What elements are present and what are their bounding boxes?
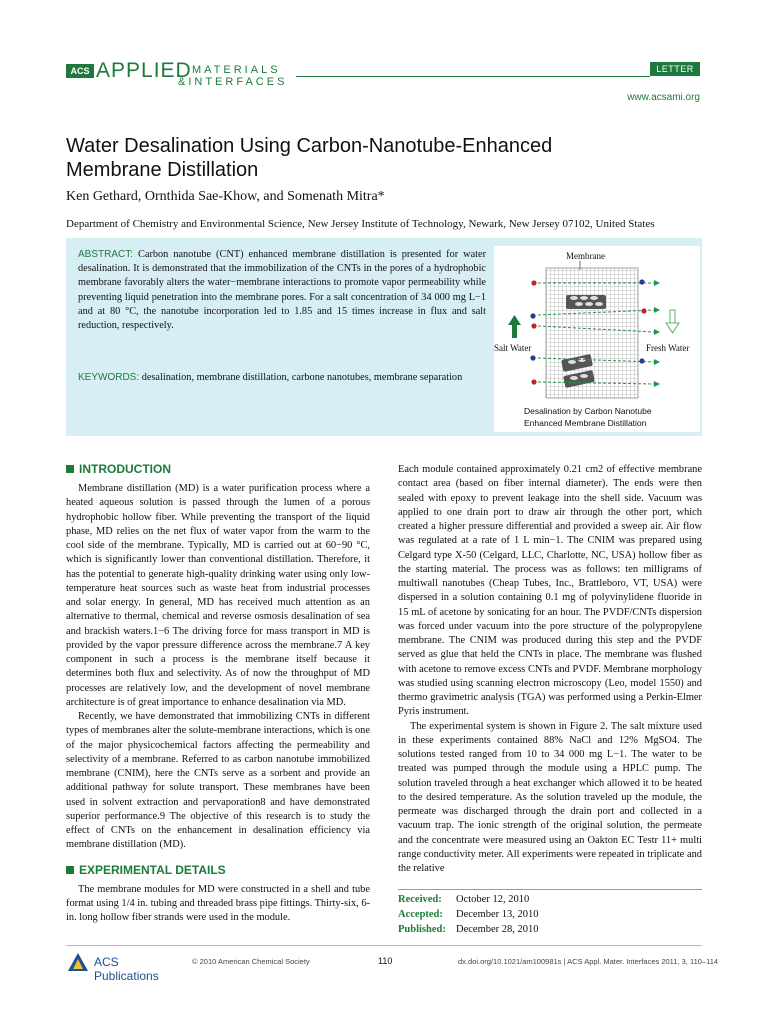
footer-rule — [66, 945, 702, 946]
section-square-icon — [66, 866, 74, 874]
article-type-badge: LETTER — [650, 62, 700, 76]
nanotube-bundle-icon — [566, 295, 606, 309]
intro-paragraph-1: Membrane distillation (MD) is a water purification process where a heated aqueous solution is passed through the lumen of a porous hydrophobic hollow fiber. While preventing the transport of the liquid phase, MD relies on the net flux of water vapor from the warm to the cool side of the membrane. Typically, MD is carried out at 60−90 °C, which is significantly lower than conventional distillation. Therefore, it has the potential to generate high-quality drinking water using only low-temperature heat sources such as waste heat from industrial processes and solar energy. In general, MD has received much attention as an alternative to thermal, chemical and reverse osmosis desalination of sea and brackish waters.1−6 The driving force for mass transport in MD is provided by the vapor pressure difference across the membrane.7 A key component in such a process is the membrane itself because it determines both flux and selectivity. As of now the throughput of MD processes are relatively low, and the development of novel membrane architecture is of great importance to enhance desalination via MD. — [66, 483, 370, 708]
accepted-date: December 13, 2010 — [456, 909, 539, 920]
acs-logo-box: ACS — [66, 64, 94, 78]
published-row — [398, 922, 700, 937]
acs-globe-icon — [66, 951, 90, 975]
acs-publications-logo — [66, 951, 186, 983]
keywords-label: KEYWORDS: — [78, 372, 140, 383]
toc-caption-line-2: Enhanced Membrane Distillation — [524, 418, 647, 428]
accepted-label: Accepted: — [398, 909, 443, 920]
toc-membrane-label: Membrane — [566, 251, 605, 261]
introduction-heading — [66, 462, 370, 476]
article-dates — [398, 892, 700, 937]
logo-interfaces: &INTERFACES — [178, 76, 288, 88]
abstract-body: Carbon nanotube (CNT) enhanced membrane distillation is presented for water desalination. It is demonstrated that the immobilization of the CNTs in the pores of a hydrophobic membrane favorably alters the water−membrane interactions to promote vapor permeability while preventing liquid penetration into the membrane pores. For a salt concentration of 34 000 mg L−1 and at 80 °C, the nanotube incorporation led to 1.85 and 15 times increase in flux and salt reduction, respectively. — [78, 249, 487, 332]
received-date: October 12, 2010 — [456, 894, 530, 905]
page-number: 110 — [378, 956, 393, 966]
copyright: © 2010 American Chemical Society — [192, 957, 310, 966]
logo-applied: APPLIED — [96, 59, 192, 82]
header-rule — [296, 76, 650, 77]
published-label: Published: — [398, 924, 446, 935]
experimental-paragraph-2: Each module contained approximately 0.21 cm2 of effective membrane contact area (based on fiber internal diameter). The ends were then sealed with epoxy to prevent leakage into the shell side. Vacuum was applied to one drain port to draw air through the other port, which created a higher pressure differential and provided a sweep air. Air flow was regulated at a rate of 1 L min−1. The CNIM was prepared using Celgard type X-50 (Celgard, LLC, Charlotte, NC, USA) hollow fiber as the starting material. The process was as follows: ten milligrams of multiwall nanotubes (Cheap Tubes, Inc., Brattleboro, VT, USA) were dispersed in a solution containing 0.1 mg of polyvinylidene fluoride in 15 mL of acetone by sonicating for an hour. The PVDF/CNTs dispersion was forced under vacuum into the pore structure of the polypropylene membrane. The CNIM was produced during this step and the PVDF served as glue that held the CNTs in place. The membrane was flushed with acetone to remove excess CNTs and PVDF. Membrane morphology was studied using scanning electron microscopy (Leo, model 1550) and thermo gravimetric analysis (TGA) was performed using a Perkin-Elmer Pyris instrument. — [398, 464, 702, 718]
keywords-body: desalination, membrane distillation, carbone nanotubes, membrane separation — [141, 372, 463, 383]
toc-fresh-water-label: Fresh Water — [646, 343, 690, 353]
toc-diagram — [494, 246, 700, 432]
dates-rule — [398, 889, 702, 890]
acs-publications-text: ACS Publications — [94, 955, 159, 983]
section-square-icon — [66, 465, 74, 473]
published-date: December 28, 2010 — [456, 924, 539, 935]
affiliation: Department of Chemistry and Environmental Science, New Jersey Institute of Technology, Newark, New Jersey 07102, United States — [66, 218, 655, 230]
toc-caption-line-1: Desalination by Carbon Nanotube — [524, 406, 652, 416]
journal-logo — [66, 60, 296, 96]
experimental-paragraph-1: The membrane modules for MD were constructed in a shell and tube format using 1/4 in. tubing and threaded brass pipe fittings. Thirty-six, 6-in. long hollow fiber strands were used in the module. — [66, 883, 370, 923]
title-line-1: Water Desalination Using Carbon-Nanotube-Enhanced — [66, 135, 553, 157]
journal-url[interactable]: www.acsami.org — [627, 92, 700, 103]
title-line-2: Membrane Distillation — [66, 159, 259, 181]
author-list: Ken Gethard, Ornthida Sae-Khow, and Somenath Mitra* — [66, 189, 385, 204]
arrow-heads — [654, 280, 660, 387]
experimental-heading — [66, 863, 370, 877]
logo-materials: MATERIALS — [192, 64, 281, 76]
keywords — [78, 371, 486, 385]
introduction-heading-text: INTRODUCTION — [79, 462, 171, 476]
left-column — [66, 462, 370, 925]
toc-salt-water-label: Salt Water — [494, 343, 532, 353]
right-column — [398, 463, 702, 876]
abstract-label: ABSTRACT: — [78, 249, 134, 260]
abstract — [78, 248, 486, 333]
article-title — [66, 134, 706, 182]
experimental-heading-text: EXPERIMENTAL DETAILS — [79, 862, 226, 877]
intro-paragraph-2: Recently, we have demonstrated that immobilizing CNTs in different types of membranes alter the solute-membrane interactions, which is one of the major physicochemical factors affecting the permeability and selectivity of a membrane. Referred to as carbon nanotube immobilized membrane (CNIM), here the CNTs serve as a sorbent and provide an additional pathway for solute transport. These membranes have been used in solvent extraction and pervaporation8 and have demonstrated superior performance.9 The objective of this research is to study the effect of CNTs on the enhancement in desalination efficiency via membrane distillation (MD). — [66, 711, 370, 851]
accepted-row — [398, 907, 700, 922]
fresh-water-down-arrow — [666, 310, 679, 333]
received-row — [398, 892, 700, 907]
experimental-paragraph-3: The experimental system is shown in Figure 2. The salt mixture used in these experiments contained 88% NaCl and 12% MgSO4. The solutions tested ranged from 10 to 34 000 mg L−1. The water to be treated was pumped through the module using a HPLC pump. The solution traveled through a heat exchanger which allowed it to be heated to the desired temperature. As the solution traveled up the module, the permeate was discharged through the drain port and collected in a vacuum trap. The ionic strength of the original solution, the permeate and the concentrate were measured using an Oakton EC Testr 11+ multi range conductivity meter. All experiments were repeated in triplicate and the relative — [398, 720, 702, 874]
doi-citation[interactable]: dx.doi.org/10.1021/am100981s | ACS Appl. Mater. Interfaces 2011, 3, 110–114 — [458, 957, 719, 966]
salt-water-up-arrow — [508, 315, 521, 338]
toc-graphic — [494, 246, 700, 432]
received-label: Received: — [398, 894, 442, 905]
